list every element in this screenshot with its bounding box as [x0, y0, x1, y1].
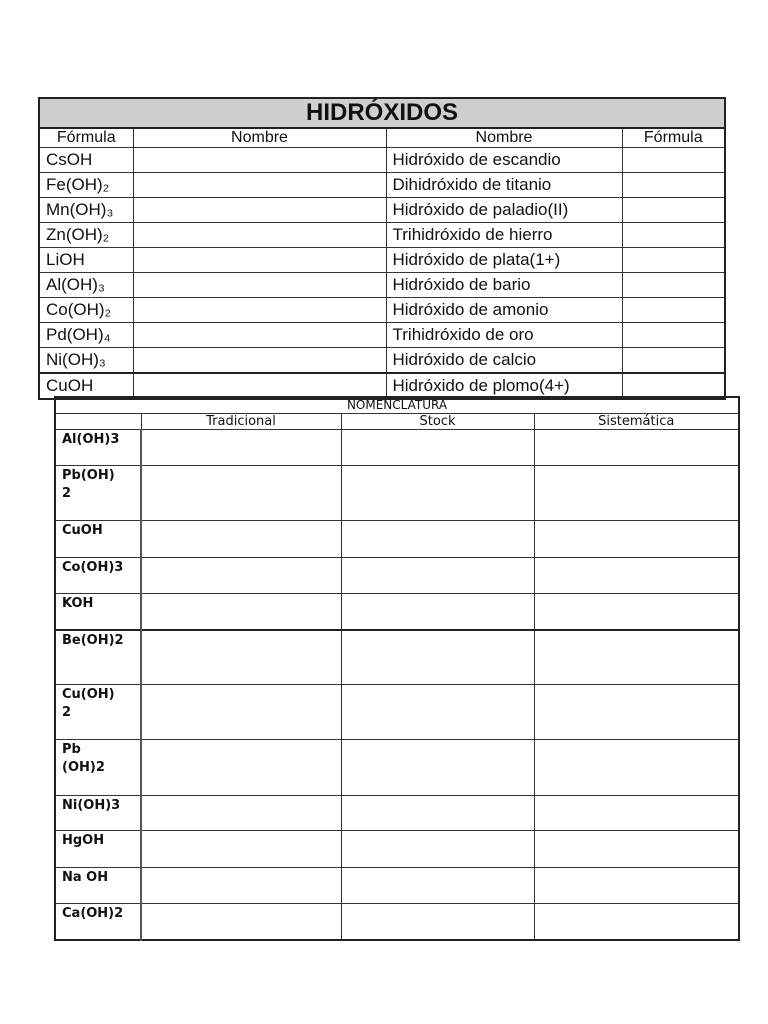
header-tradicional: Tradicional: [141, 414, 341, 430]
tradicional-answer-cell[interactable]: [141, 868, 341, 904]
table-row: [39, 273, 725, 298]
name-cell: Hidróxido de plata(1+): [386, 248, 622, 273]
table-row: [39, 173, 725, 198]
name-cell: Trihidróxido de oro: [386, 323, 622, 348]
sistematica-answer-cell[interactable]: [534, 868, 739, 904]
formula-cell: Zn(OH)₂: [39, 223, 133, 248]
table-caption: NOMENCLATURA: [55, 397, 739, 414]
sistematica-answer-cell[interactable]: [534, 430, 739, 466]
table-row: [39, 223, 725, 248]
sistematica-answer-cell[interactable]: [534, 740, 739, 796]
table-row: [55, 466, 739, 521]
sistematica-answer-cell[interactable]: [534, 558, 739, 594]
header-formula-left: Fórmula: [39, 128, 133, 148]
sistematica-answer-cell[interactable]: [534, 685, 739, 740]
name-answer-cell[interactable]: [133, 348, 386, 374]
compound-cell: Pb(OH) 2: [55, 466, 141, 521]
sistematica-answer-cell[interactable]: [534, 466, 739, 521]
formula-answer-cell[interactable]: [622, 148, 725, 173]
compound-cell: Al(OH)3: [55, 430, 141, 466]
name-cell: Trihidróxido de hierro: [386, 223, 622, 248]
tradicional-answer-cell[interactable]: [141, 594, 341, 630]
header-sistematica: Sistemática: [534, 414, 739, 430]
table-row: [39, 298, 725, 323]
table-row: [55, 868, 739, 904]
nomenclatura-body: [55, 430, 739, 940]
formula-cell: Co(OH)₂: [39, 298, 133, 323]
formula-answer-cell[interactable]: [622, 173, 725, 198]
table-row: [39, 198, 725, 223]
table-row: [55, 904, 739, 940]
hidroxidos-table: [38, 97, 726, 400]
stock-answer-cell[interactable]: [341, 594, 534, 630]
name-answer-cell[interactable]: [133, 323, 386, 348]
formula-cell: LiOH: [39, 248, 133, 273]
tradicional-answer-cell[interactable]: [141, 430, 341, 466]
name-cell: Hidróxido de amonio: [386, 298, 622, 323]
tradicional-answer-cell[interactable]: [141, 740, 341, 796]
compound-cell: CuOH: [55, 521, 141, 558]
formula-answer-cell[interactable]: [622, 273, 725, 298]
formula-answer-cell[interactable]: [622, 223, 725, 248]
stock-answer-cell[interactable]: [341, 630, 534, 685]
name-answer-cell[interactable]: [133, 248, 386, 273]
table-title: HIDRÓXIDOS: [39, 98, 725, 128]
table-row: [39, 148, 725, 173]
name-answer-cell[interactable]: [133, 223, 386, 248]
tradicional-answer-cell[interactable]: [141, 521, 341, 558]
table-row: [55, 594, 739, 630]
formula-answer-cell[interactable]: [622, 348, 725, 374]
table-row: [39, 323, 725, 348]
stock-answer-cell[interactable]: [341, 466, 534, 521]
formula-cell: Mn(OH)₃: [39, 198, 133, 223]
tradicional-answer-cell[interactable]: [141, 558, 341, 594]
formula-answer-cell[interactable]: [622, 248, 725, 273]
formula-cell: Ni(OH)₃: [39, 348, 133, 374]
sistematica-answer-cell[interactable]: [534, 796, 739, 831]
name-answer-cell[interactable]: [133, 173, 386, 198]
name-cell: Hidróxido de bario: [386, 273, 622, 298]
compound-cell: Ca(OH)2: [55, 904, 141, 940]
stock-answer-cell[interactable]: [341, 868, 534, 904]
formula-cell: CsOH: [39, 148, 133, 173]
compound-cell: Be(OH)2: [55, 630, 141, 685]
compound-cell: Ni(OH)3: [55, 796, 141, 831]
compound-cell: HgOH: [55, 831, 141, 868]
formula-cell: Al(OH)₃: [39, 273, 133, 298]
stock-answer-cell[interactable]: [341, 740, 534, 796]
name-answer-cell[interactable]: [133, 198, 386, 223]
table-row: [55, 521, 739, 558]
table-row: [55, 796, 739, 831]
name-cell: Dihidróxido de titanio: [386, 173, 622, 198]
sistematica-answer-cell[interactable]: [534, 904, 739, 940]
name-answer-cell[interactable]: [133, 298, 386, 323]
sistematica-answer-cell[interactable]: [534, 831, 739, 868]
stock-answer-cell[interactable]: [341, 521, 534, 558]
table-row: [55, 558, 739, 594]
table-row: [55, 630, 739, 685]
header-empty: [55, 414, 141, 430]
table-row: [39, 348, 725, 374]
table-row: [55, 740, 739, 796]
name-cell: Hidróxido de plomo(4+): [386, 373, 622, 399]
tradicional-answer-cell[interactable]: [141, 685, 341, 740]
compound-cell: Cu(OH) 2: [55, 685, 141, 740]
tradicional-answer-cell[interactable]: [141, 630, 341, 685]
tradicional-answer-cell[interactable]: [141, 904, 341, 940]
formula-answer-cell[interactable]: [622, 298, 725, 323]
formula-cell: Pd(OH)₄: [39, 323, 133, 348]
stock-answer-cell[interactable]: [341, 904, 534, 940]
sistematica-answer-cell[interactable]: [534, 630, 739, 685]
header-name-right: Nombre: [386, 128, 622, 148]
stock-answer-cell[interactable]: [341, 430, 534, 466]
name-answer-cell[interactable]: [133, 273, 386, 298]
name-cell: Hidróxido de calcio: [386, 348, 622, 374]
compound-cell: Co(OH)3: [55, 558, 141, 594]
name-cell: Hidróxido de escandio: [386, 148, 622, 173]
stock-answer-cell[interactable]: [341, 558, 534, 594]
compound-cell: Na OH: [55, 868, 141, 904]
header-name-left: Nombre: [133, 128, 386, 148]
header-formula-right: Fórmula: [622, 128, 725, 148]
tradicional-answer-cell[interactable]: [141, 831, 341, 868]
hidroxidos-body: [39, 148, 725, 400]
name-answer-cell[interactable]: [133, 148, 386, 173]
formula-cell: CuOH: [39, 373, 133, 399]
table-row: [55, 685, 739, 740]
nomenclatura-table: [54, 396, 740, 941]
formula-cell: Fe(OH)₂: [39, 173, 133, 198]
compound-cell: Pb (OH)2: [55, 740, 141, 796]
table-row: [55, 430, 739, 466]
sistematica-answer-cell[interactable]: [534, 521, 739, 558]
table-row: [55, 831, 739, 868]
stock-answer-cell[interactable]: [341, 685, 534, 740]
formula-answer-cell[interactable]: [622, 198, 725, 223]
tradicional-answer-cell[interactable]: [141, 466, 341, 521]
name-cell: Hidróxido de paladio(II): [386, 198, 622, 223]
table-row: [39, 248, 725, 273]
stock-answer-cell[interactable]: [341, 796, 534, 831]
stock-answer-cell[interactable]: [341, 831, 534, 868]
header-stock: Stock: [341, 414, 534, 430]
sistematica-answer-cell[interactable]: [534, 594, 739, 630]
formula-answer-cell[interactable]: [622, 323, 725, 348]
tradicional-answer-cell[interactable]: [141, 796, 341, 831]
compound-cell: KOH: [55, 594, 141, 630]
